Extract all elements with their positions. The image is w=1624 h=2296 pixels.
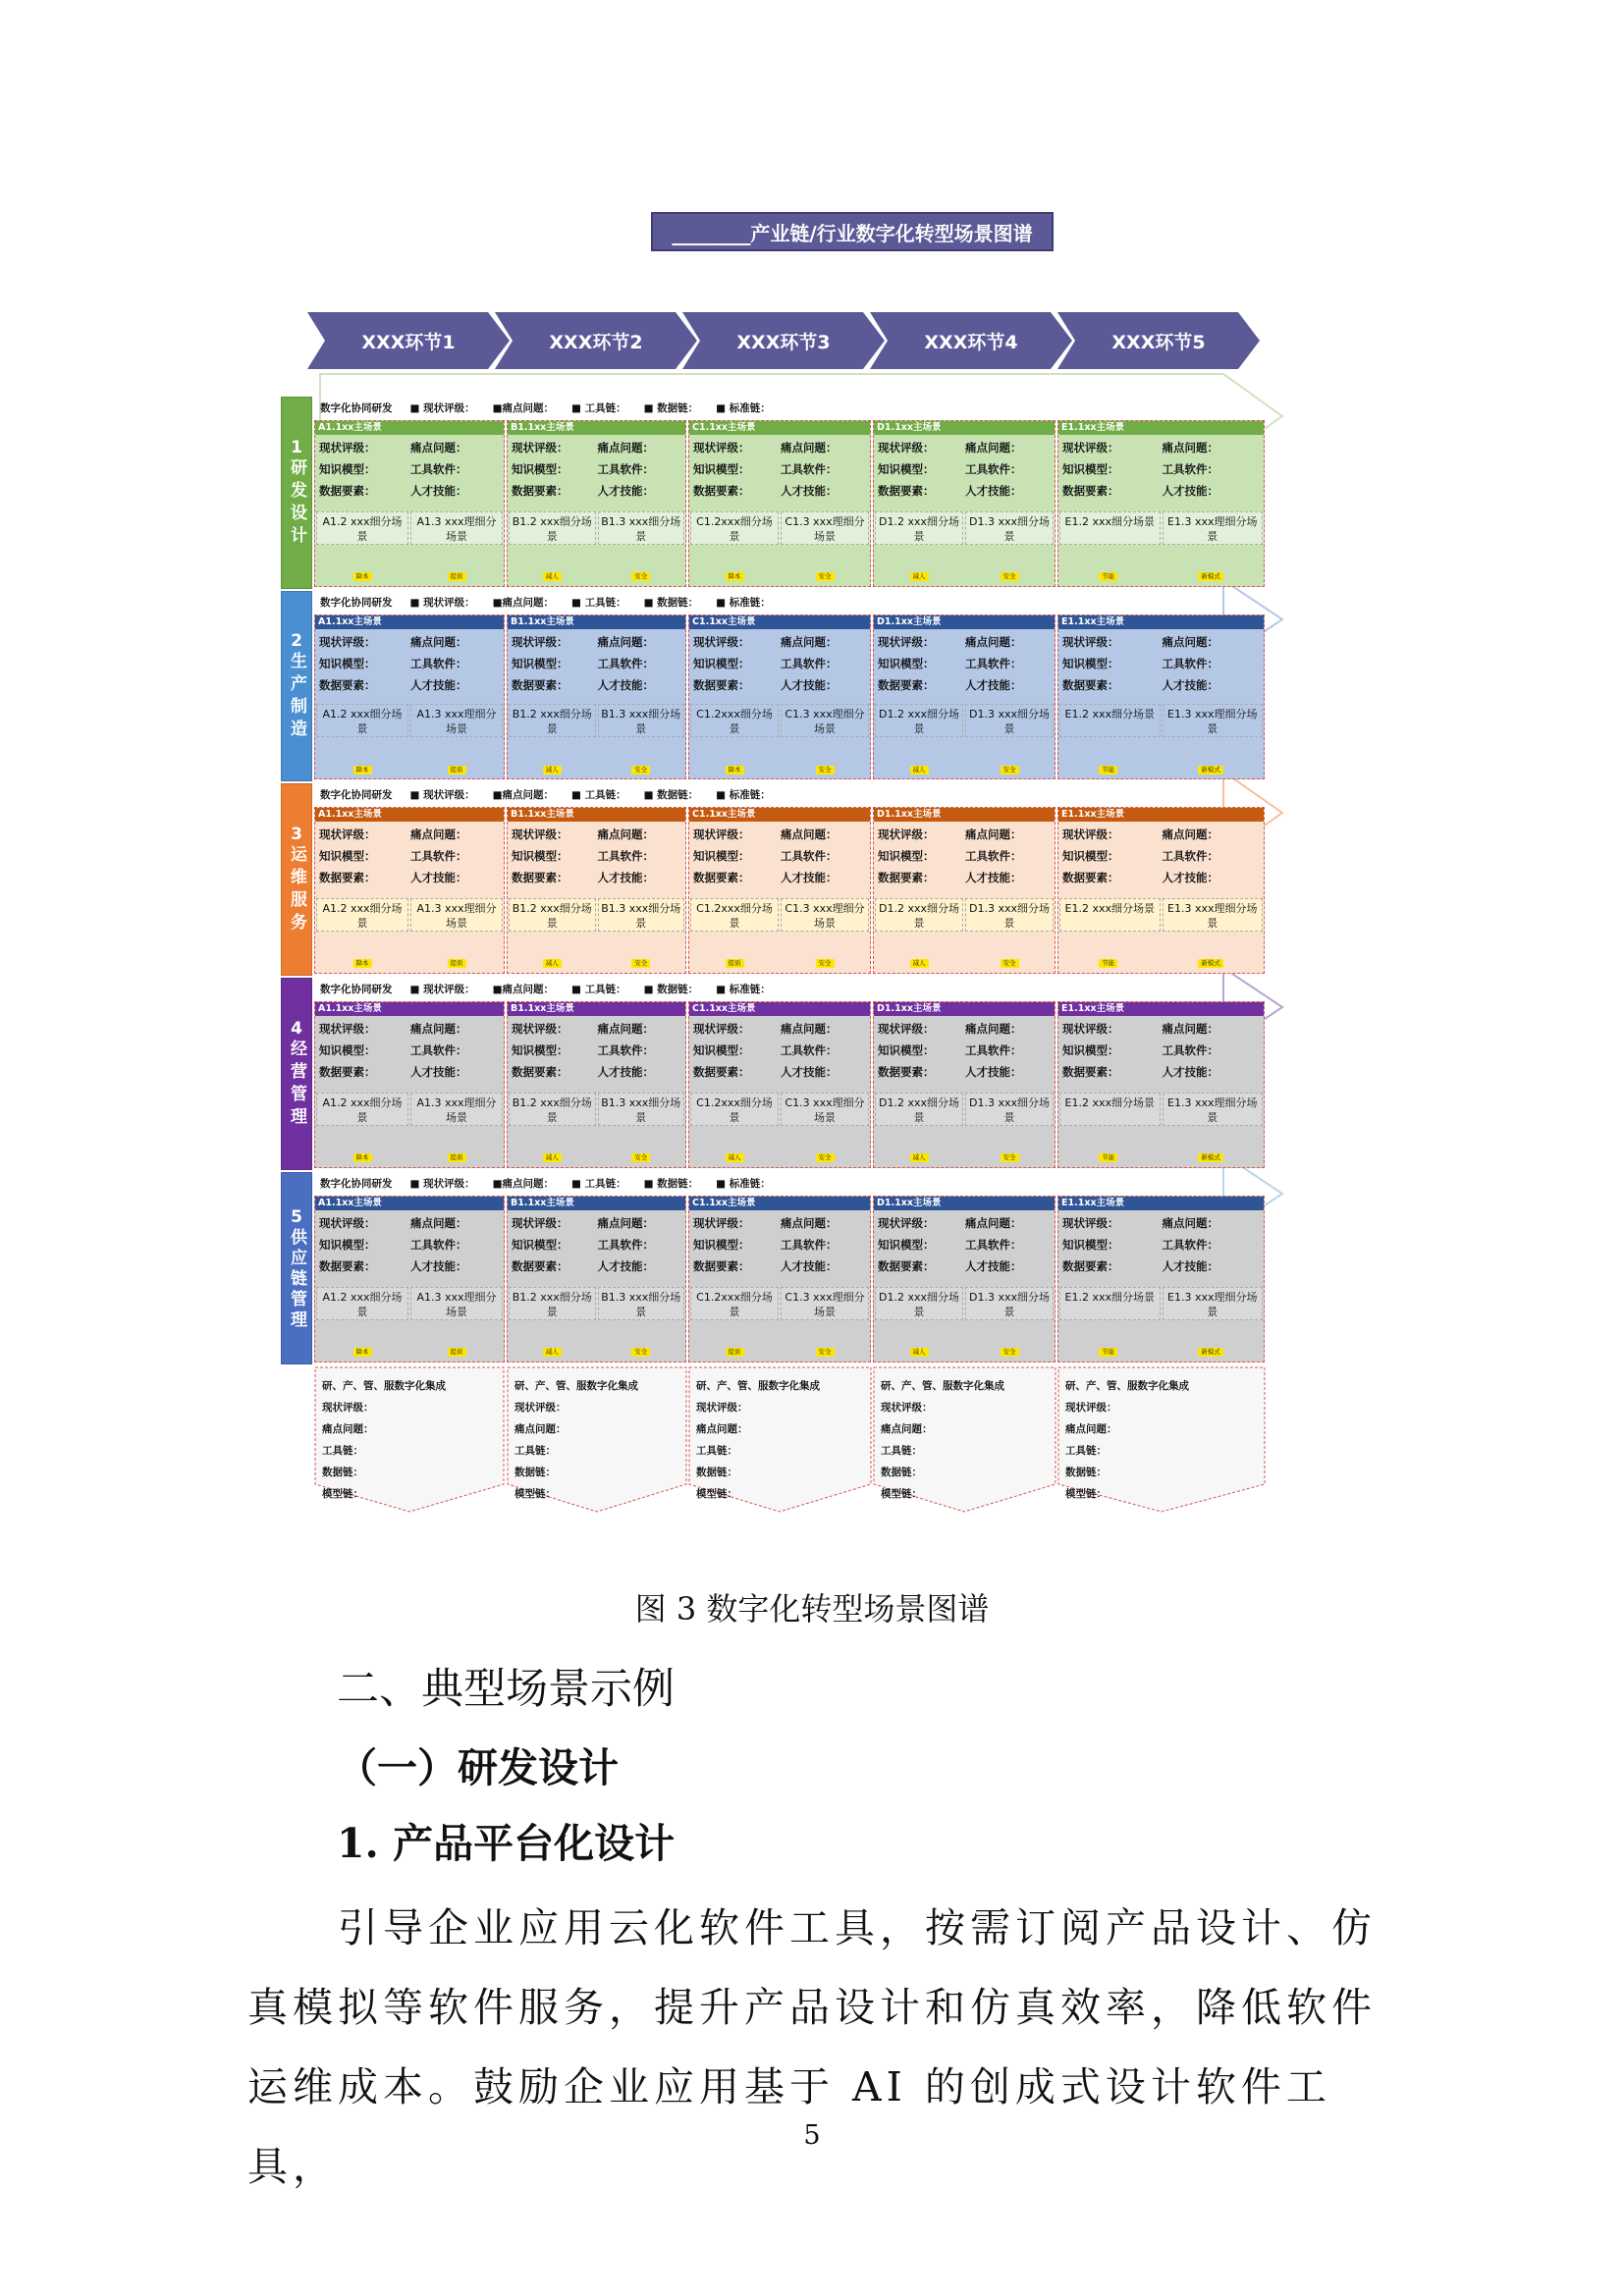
scene-map-figure <box>281 212 1298 1518</box>
scene-column-a: A1.1xx主场景 现状评级： 痛点问题： 知识模型： 工具软件： 数据要素： 人才技能： A1.2 xxx细分场景 A1.3 xxx理细分场景 降本 提质 <box>314 614 505 779</box>
section-heading: 二、典型场景示例 <box>337 1665 675 1714</box>
band-header: 数字化协同研发 ■ 现状评级： ■痛点问题： ■ 工具链： ■ 数据链： ■ 标准链： <box>320 1177 771 1190</box>
scene-column-c: C1.1xx主场景 现状评级： 痛点问题： 知识模型： 工具软件： 数据要素： 人才技能： C1.2xxx细分场景 C1.3 xxx理细分场景 提质 安全 <box>688 807 871 974</box>
band-header: 数字化协同研发 ■ 现状评级： ■痛点问题： ■ 工具链： ■ 数据链： ■ 标准链： <box>320 983 771 995</box>
chain-step-label: XXX环节4 <box>924 331 1018 353</box>
scene-column-a: A1.1xx主场景 现状评级： 痛点问题： 知识模型： 工具软件： 数据要素： 人才技能： A1.2 xxx细分场景 A1.3 xxx理细分场景 降本 提质 <box>314 1196 505 1362</box>
integration-column-c: 研、产、管、服数字化集成 现状评级： 痛点问题： 工具链： 数据链： 模型链： <box>696 1380 820 1500</box>
scene-column-e: E1.1xx主场景 现状评级： 痛点问题： 知识模型： 工具软件： 数据要素： 人才技能： E1.2 xxx细分场景 E1.3 xxx理细分场景 节能 新模式 <box>1057 1001 1265 1168</box>
scene-column-c: C1.1xx主场景 现状评级： 痛点问题： 知识模型： 工具软件： 数据要素： 人才技能： C1.2xxx细分场景 C1.3 xxx理细分场景 降本 安全 <box>688 614 871 779</box>
body-paragraph <box>247 1889 1392 2207</box>
integration-column-d: 研、产、管、服数字化集成 现状评级： 痛点问题： 工具链： 数据链： 模型链： <box>881 1380 1004 1500</box>
page-number: 5 <box>803 2120 821 2151</box>
stage-2-band <box>314 591 1265 781</box>
stage-4-band <box>314 978 1265 1170</box>
item-heading: 1. 产品平台化设计 <box>337 1820 676 1867</box>
scene-column-a: A1.1xx主场景 现状评级： 痛点问题： 知识模型： 工具软件： 数据要素： 人才技能： A1.2 xxx细分场景 A1.3 xxx理细分场景 降本 提质 <box>314 807 505 974</box>
integration-column-b: 研、产、管、服数字化集成 现状评级： 痛点问题： 工具链： 数据链： 模型链： <box>514 1380 638 1500</box>
stage-4-label: 4 经营管理 <box>281 978 312 1170</box>
chain-step-label: XXX环节5 <box>1111 331 1206 353</box>
stage-1-band <box>314 397 1265 589</box>
scene-column-a: A1.1xx主场景 现状评级： 痛点问题： 知识模型： 工具软件： 数据要素： 人才技能： A1.2 xxx细分场景 A1.3 xxx理细分场景 降本 提质 <box>314 420 505 587</box>
stage-1-label: 1 研发设计 <box>281 397 312 589</box>
scene-column-c: C1.1xx主场景 现状评级： 痛点问题： 知识模型： 工具软件： 数据要素： 人才技能： C1.2xxx细分场景 C1.3 xxx理细分场景 减人 安全 <box>688 1001 871 1168</box>
paragraph-text: 引导企业应用云化软件工具，按需订阅产品设计、仿真模拟等软件服务，提升产品设计和仿真效率，降低软件运维成本。鼓励企业应用基于 AI 的创成式设计软件工具， <box>247 1904 1377 2190</box>
scene-column-d: D1.1xx主场景 现状评级： 痛点问题： 知识模型： 工具软件： 数据要素： 人才技能： D1.2 xxx细分场景 D1.3 xxx细分场景 减人 安全 <box>873 614 1056 779</box>
scene-column-b: B1.1xx主场景 现状评级： 痛点问题： 知识模型： 工具软件： 数据要素： 人才技能： B1.2 xxx细分场景 B1.3 xxx细分场景 减人 安全 <box>507 1196 686 1362</box>
chain-step-5 <box>1057 312 1260 369</box>
scene-column-c: C1.1xx主场景 现状评级： 痛点问题： 知识模型： 工具软件： 数据要素： 人才技能： C1.2xxx细分场景 C1.3 xxx理细分场景 降本 安全 <box>688 420 871 587</box>
figure-banner-title: ________产业链/行业数字化转型场景图谱 <box>651 212 1054 251</box>
scene-column-c: C1.1xx主场景 现状评级： 痛点问题： 知识模型： 工具软件： 数据要素： 人才技能： C1.2xxx细分场景 C1.3 xxx理细分场景 提质 安全 <box>688 1196 871 1362</box>
figure-caption: 图 3 数字化转型场景图谱 <box>634 1590 990 1628</box>
scene-column-b: B1.1xx主场景 现状评级： 痛点问题： 知识模型： 工具软件： 数据要素： 人才技能： B1.2 xxx细分场景 B1.3 xxx细分场景 减人 安全 <box>507 1001 686 1168</box>
integration-column-e: 研、产、管、服数字化集成 现状评级： 痛点问题： 工具链： 数据链： 模型链： <box>1065 1380 1189 1500</box>
stage-5-label: 5 供应链管理 <box>281 1172 312 1364</box>
scene-column-e: E1.1xx主场景 现状评级： 痛点问题： 知识模型： 工具软件： 数据要素： 人才技能： E1.2 xxx细分场景 E1.3 xxx理细分场景 节能 新模式 <box>1057 1196 1265 1362</box>
stage-3-label: 3 运维服务 <box>281 783 312 976</box>
integration-column-a: 研、产、管、服数字化集成 现状评级： 痛点问题： 工具链： 数据链： 模型链： <box>322 1380 446 1500</box>
scene-column-b: B1.1xx主场景 现状评级： 痛点问题： 知识模型： 工具软件： 数据要素： 人才技能： B1.2 xxx细分场景 B1.3 xxx细分场景 减人 安全 <box>507 614 686 779</box>
stage-5-band <box>314 1172 1265 1364</box>
subsection-heading: （一）研发设计 <box>337 1744 619 1791</box>
chain-step-3 <box>682 312 885 369</box>
band-header: 数字化协同研发 ■ 现状评级： ■痛点问题： ■ 工具链： ■ 数据链： ■ 标准链： <box>320 401 771 414</box>
scene-column-d: D1.1xx主场景 现状评级： 痛点问题： 知识模型： 工具软件： 数据要素： 人才技能： D1.2 xxx细分场景 D1.3 xxx细分场景 减人 安全 <box>873 420 1056 587</box>
chain-step-2 <box>495 312 697 369</box>
chain-step-1 <box>307 312 510 369</box>
stage-3-band <box>314 783 1265 976</box>
scene-column-b: B1.1xx主场景 现状评级： 痛点问题： 知识模型： 工具软件： 数据要素： 人才技能： B1.2 xxx细分场景 B1.3 xxx细分场景 减人 安全 <box>507 807 686 974</box>
scene-column-d: D1.1xx主场景 现状评级： 痛点问题： 知识模型： 工具软件： 数据要素： 人才技能： D1.2 xxx细分场景 D1.3 xxx细分场景 减人 安全 <box>873 807 1056 974</box>
stage-2-label: 2 生产制造 <box>281 591 312 781</box>
scene-column-e: E1.1xx主场景 现状评级： 痛点问题： 知识模型： 工具软件： 数据要素： 人才技能： E1.2 xxx细分场景 E1.3 xxx理细分场景 节能 新模式 <box>1057 807 1265 974</box>
scene-column-b: B1.1xx主场景 现状评级： 痛点问题： 知识模型： 工具软件： 数据要素： 人才技能： B1.2 xxx细分场景 B1.3 xxx细分场景 减人 安全 <box>507 420 686 587</box>
scene-column-e: E1.1xx主场景 现状评级： 痛点问题： 知识模型： 工具软件： 数据要素： 人才技能： E1.2 xxx细分场景 E1.3 xxx理细分场景 节能 新模式 <box>1057 614 1265 779</box>
chain-step-4 <box>870 312 1072 369</box>
band-header: 数字化协同研发 ■ 现状评级： ■痛点问题： ■ 工具链： ■ 数据链： ■ 标准链： <box>320 788 771 801</box>
scene-column-d: D1.1xx主场景 现状评级： 痛点问题： 知识模型： 工具软件： 数据要素： 人才技能： D1.2 xxx细分场景 D1.3 xxx细分场景 减人 安全 <box>873 1001 1056 1168</box>
scene-column-d: D1.1xx主场景 现状评级： 痛点问题： 知识模型： 工具软件： 数据要素： 人才技能： D1.2 xxx细分场景 D1.3 xxx细分场景 减人 安全 <box>873 1196 1056 1362</box>
scene-column-e: E1.1xx主场景 现状评级： 痛点问题： 知识模型： 工具软件： 数据要素： 人才技能： E1.2 xxx细分场景 E1.3 xxx理细分场景 节能 新模式 <box>1057 420 1265 587</box>
chain-step-label: XXX环节3 <box>736 331 831 353</box>
chain-step-label: XXX环节1 <box>361 331 456 353</box>
chain-step-label: XXX环节2 <box>549 331 643 353</box>
band-header: 数字化协同研发 ■ 现状评级： ■痛点问题： ■ 工具链： ■ 数据链： ■ 标准链： <box>320 596 771 609</box>
scene-column-a: A1.1xx主场景 现状评级： 痛点问题： 知识模型： 工具软件： 数据要素： 人才技能： A1.2 xxx细分场景 A1.3 xxx理细分场景 降本 提质 <box>314 1001 505 1168</box>
